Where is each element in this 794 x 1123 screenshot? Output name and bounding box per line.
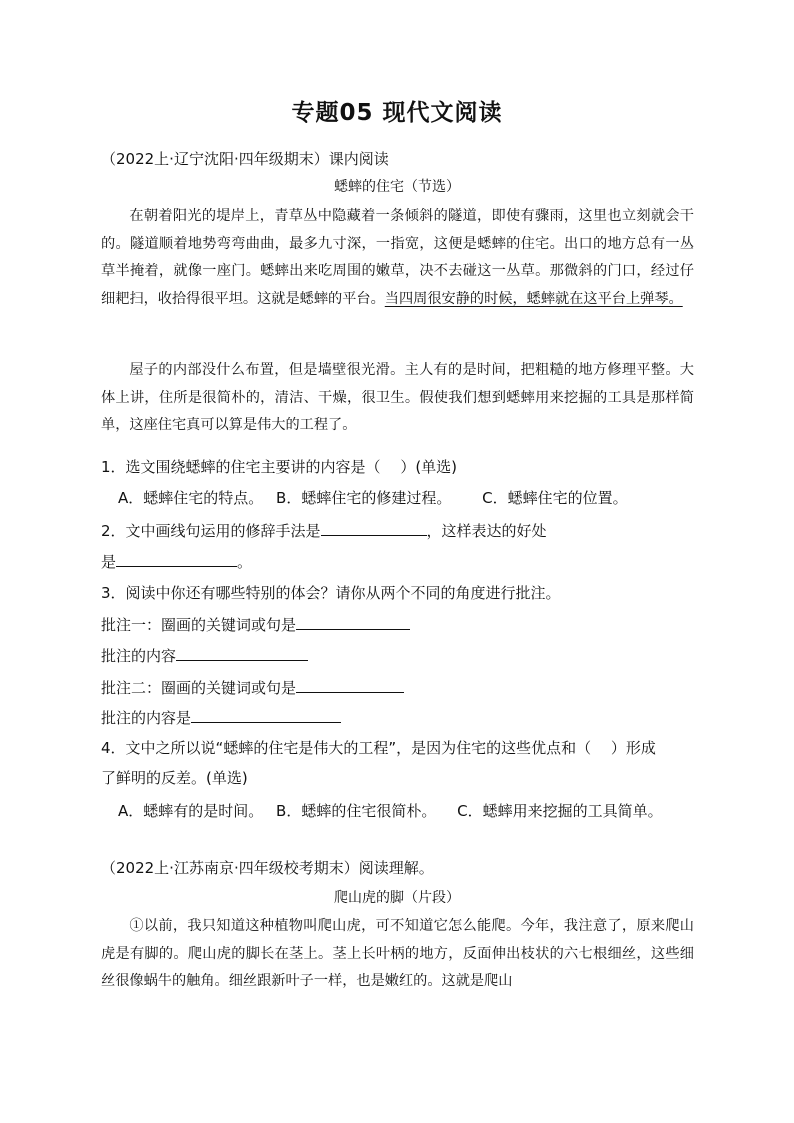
q3-label-3: 批注二：圈画的关键词或句是	[101, 679, 297, 697]
section2-paragraph-1: ①以前，我只知道这种植物叫爬山虎，可不知道它怎么能爬。今年，我注意了，原来爬山虎是有脚的。爬山虎的脚长在茎上。茎上长叶柄的地方，反面伸出枝状的六七根细丝，这些细丝很像蜗牛的触角。细丝跟新叶子一样，也是嫩红的。这就是爬山	[101, 918, 694, 989]
question-4-options	[118, 800, 663, 821]
underlined-sentence: 当四周很安静的时候，蟋蟀就在这平台上弹琴。	[384, 290, 683, 307]
q4-option-a: A．蟋蟀有的是时间。	[118, 802, 264, 820]
q2-text-d: 。	[237, 553, 253, 571]
answer-blank[interactable]	[116, 550, 237, 567]
annotation-1-keyword	[101, 613, 410, 635]
section1-source: （2022上·辽宁沈阳·四年级期末）课内阅读	[101, 150, 389, 168]
q1-option-b: B．蟋蟀住宅的修建过程。	[276, 489, 452, 507]
annotation-1-content	[101, 644, 308, 666]
answer-blank[interactable]	[191, 706, 341, 723]
q2-text-a: 2．文中画线句运用的修辞手法是	[101, 522, 321, 540]
question-1: 1．选文围绕蟋蟀的住宅主要讲的内容是（ ）(单选)	[101, 458, 458, 476]
section1-paragraph-2: 屋子的内部没什么布置，但是墙壁很光滑。主人有的是时间，把粗糙的地方修理平整。大体上讲，住所是很简朴的，清洁、干燥，很卫生。假使我们想到蟋蟀用来挖掘的工具是那样简单，这座住宅真可以算是伟大的工程了。	[101, 362, 694, 433]
q4-option-c: C．蟋蟀用来挖掘的工具简单。	[457, 802, 663, 820]
annotation-2-content	[101, 706, 341, 728]
q1-option-c: C．蟋蟀住宅的位置。	[482, 489, 628, 507]
q1-option-a: A．蟋蟀住宅的特点。	[118, 489, 264, 507]
answer-blank[interactable]	[296, 613, 410, 630]
answer-blank[interactable]	[176, 644, 308, 661]
q3-label-1: 批注一：圈画的关键词或句是	[101, 616, 297, 634]
q2-text-c: 是	[101, 553, 117, 571]
answer-blank[interactable]	[296, 676, 404, 693]
section1-paragraph-1	[101, 203, 694, 313]
question-1-options	[118, 487, 628, 508]
q2-text-b: ，这样表达的好处	[426, 522, 547, 540]
question-4-line-2: 了鲜明的反差。(单选)	[101, 769, 248, 787]
paragraph-1-text: 在朝着阳光的堤岸上，青草丛中隐藏着一条倾斜的隧道，即使有骤雨，这里也立刻就会干的。隧道顺着地势弯弯曲曲，最多九寸深，一指宽，这便是蟋蟀的住宅。出口的地方总有一丛草半掩着，就像一座门。蟋蟀出来吃周围的嫩草，决不去碰这一丛草。那微斜的门口，经过仔细耙扫，收拾得很平坦。这就是蟋蟀的平台。	[101, 208, 694, 307]
page-title: 专题05 现代文阅读	[291, 100, 503, 126]
question-4-line-1: 4．文中之所以说“蟋蟀的住宅是伟大的工程”，是因为住宅的这些优点和（ ）形成	[101, 739, 656, 757]
annotation-2-keyword	[101, 676, 404, 698]
section1-subtitle: 蟋蟀的住宅（节选）	[334, 179, 460, 195]
question-2-line-1	[101, 519, 547, 541]
section2-subtitle: 爬山虎的脚（片段）	[334, 890, 460, 906]
question-3: 3．阅读中你还有哪些特别的体会？请你从两个不同的角度进行批注。	[101, 584, 561, 602]
section2-source: （2022上·江苏南京·四年级校考期末）阅读理解。	[101, 859, 434, 877]
q3-label-4: 批注的内容是	[101, 709, 192, 727]
answer-blank[interactable]	[321, 519, 427, 536]
q3-label-2: 批注的内容	[101, 647, 177, 665]
question-2-line-2	[101, 550, 252, 572]
q4-option-b: B．蟋蟀的住宅很简朴。	[276, 802, 437, 820]
